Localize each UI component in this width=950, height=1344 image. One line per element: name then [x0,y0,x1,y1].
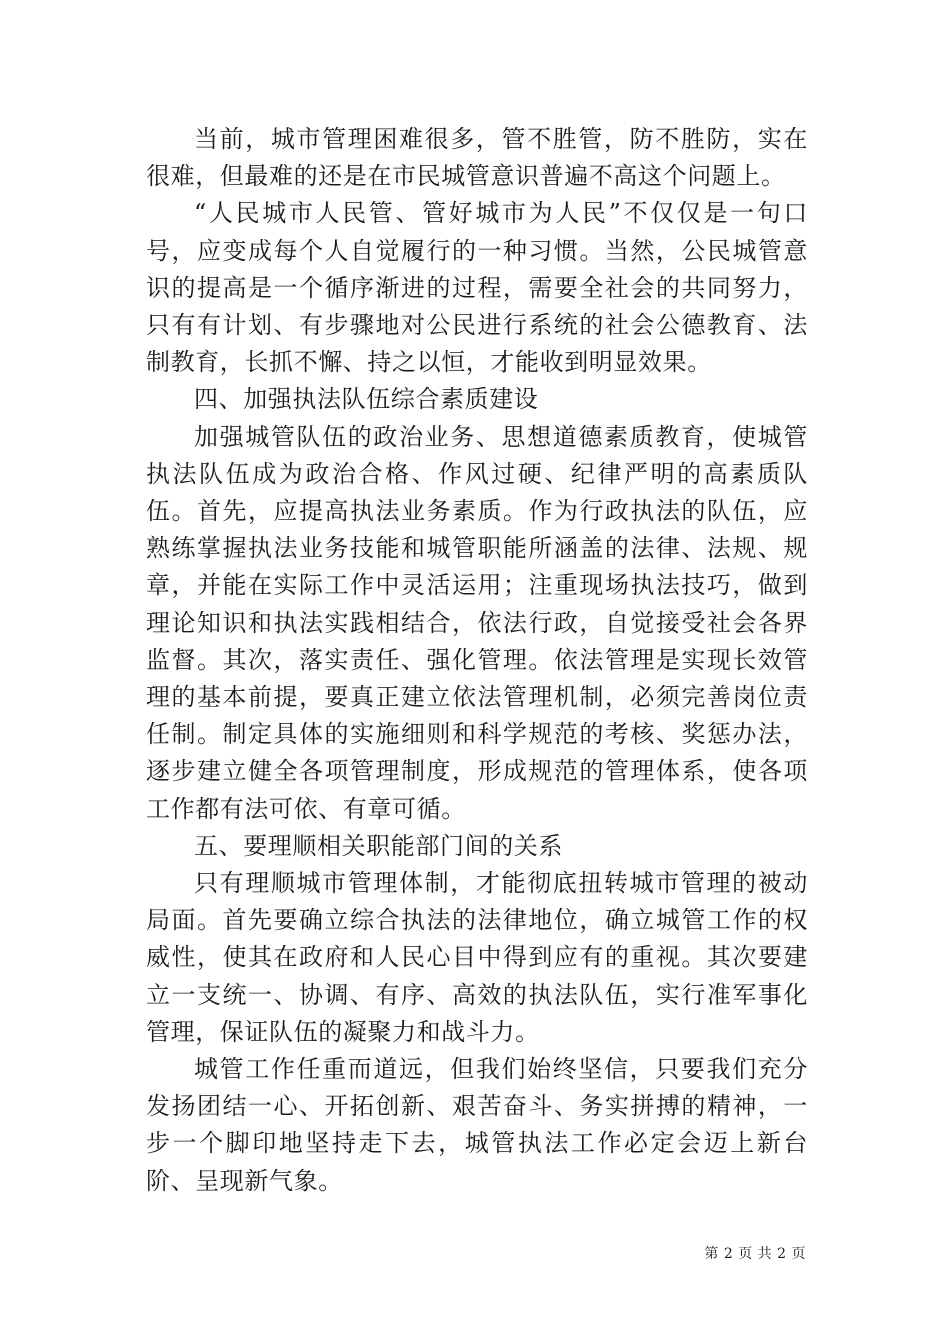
section-heading-5: 五、要理顺相关职能部门间的关系 [194,831,563,860]
page-number-footer: 第 2 页 共 2 页 [704,1246,806,1262]
document-body [146,121,808,1200]
paragraph-1: 当前，城市管理困难很多，管不胜管，防不胜防，实在很难，但最难的还是在市民城管意识普遍不高这个问题上。 [146,125,808,191]
section-heading-4: 四、加强执法队伍综合素质建设 [194,385,539,414]
paragraph-3: 加强城管队伍的政治业务、思想道德素质教育，使城管执法队伍成为政治合格、作风过硬、纪律严明的高素质队伍。首先，应提高执法业务素质。作为行政执法的队伍，应熟练掌握执法业务技能和城管职能所涵盖的法律、法规、规章，并能在实际工作中灵活运用；注重现场执法技巧，做到理论知识和执法实践相结合，依法行政，自觉接受社会各界监督。其次，落实责任、强化管理。依法管理是实现长效管理的基本前提，要真正建立依法管理机制，必须完善岗位责任制。制定具体的实施细则和科学规范的考核、奖惩办法，逐步建立健全各项管理制度，形成规范的管理体系，使各项工作都有法可依、有章可循。 [146,422,808,823]
paragraph-5: 城管工作任重而道远，但我们始终坚信，只要我们充分发扬团结一心、开拓创新、艰苦奋斗、务实拼搏的精神，一步一个脚印地坚持走下去，城管执法工作必定会迈上新台阶、呈现新气象。 [146,1055,808,1195]
paragraph-4: 只有理顺城市管理体制，才能彻底扭转城市管理的被动局面。首先要确立综合执法的法律地位，确立城管工作的权威性，使其在政府和人民心目中得到应有的重视。其次要建立一支统一、协调、有序、高效的执法队伍，实行准军事化管理，保证队伍的凝聚力和战斗力。 [146,869,808,1046]
paragraph-2: “人民城市人民管、管好城市为人民”不仅仅是一句口号，应变成每个人自觉履行的一种习惯。当然，公民城管意识的提高是一个循序渐进的过程，需要全社会的共同努力，只有有计划、有步骤地对公民进行系统的社会公德教育、法制教育，长抓不懈、持之以恒，才能收到明显效果。 [146,199,808,377]
